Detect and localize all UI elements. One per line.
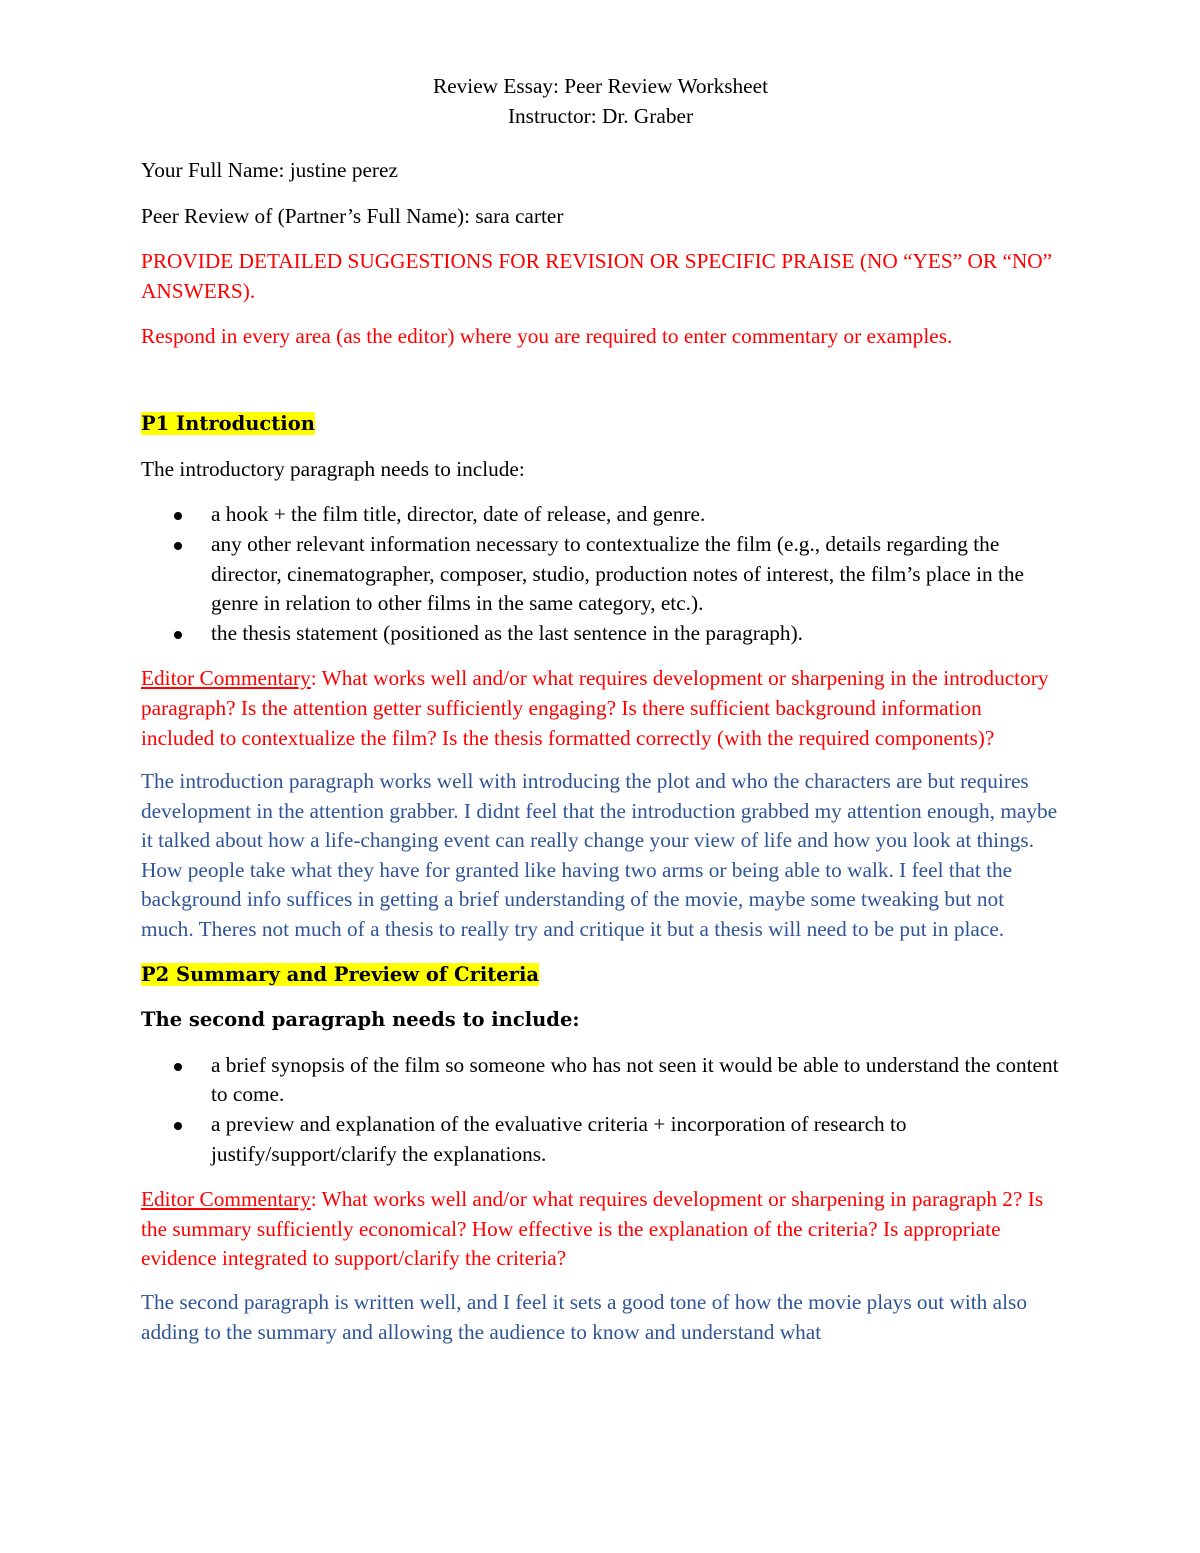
editor-commentary-label: Editor Commentary bbox=[141, 666, 311, 691]
requirements-intro: The introductory paragraph needs to include: bbox=[141, 456, 525, 481]
document-header bbox=[141, 72, 1060, 131]
list-item-text: any other relevant information necessary to contextualize the film (e.g., details regarding the director, cinematographer, composer, studio, production notes of interest, the film’s place in the genre in relation to other films in the same category, etc.). bbox=[211, 531, 1024, 616]
section-p2-summary bbox=[141, 960, 1060, 1348]
list-item bbox=[141, 1051, 1060, 1110]
editor-commentary-prompt bbox=[141, 1185, 1060, 1274]
section-heading-wrap bbox=[141, 409, 1060, 439]
bullet-icon bbox=[174, 631, 182, 639]
editor-commentary-text: : What works well and/or what requires development or sharpening in the introductory paragraph? Is the attention getter sufficiently engaging? Is there sufficient background information included to contextualize the film? Is the thesis formatted correctly (with the required components)? bbox=[141, 666, 1049, 750]
instructor-line: Instructor: Dr. Graber bbox=[507, 103, 694, 128]
list-item bbox=[141, 500, 1060, 530]
list-item-text: a hook + the film title, director, date of release, and genre. bbox=[211, 502, 706, 527]
list-item bbox=[141, 619, 1060, 649]
partner-name-value: sara carter bbox=[475, 203, 564, 228]
partner-name-label: Peer Review of (Partner’s Full Name): bbox=[141, 203, 471, 228]
bullet-icon bbox=[174, 1063, 182, 1071]
bullet-icon bbox=[174, 542, 182, 550]
list-item-text: a preview and explanation of the evaluative criteria + incorporation of research to justify/support/clarify the explanations. bbox=[211, 1112, 907, 1166]
editor-commentary-text: : What works well and/or what requires development or sharpening in paragraph 2? Is the summary sufficiently economical? How effective is the explanation of the criteria? Is appropriate evidence integrated to support/clarify the criteria? bbox=[141, 1187, 1044, 1271]
list-item bbox=[141, 1110, 1060, 1169]
list-item bbox=[141, 530, 1060, 619]
your-name-value: justine perez bbox=[289, 158, 398, 183]
document-title: Review Essay: Peer Review Worksheet bbox=[432, 74, 768, 98]
requirements-list bbox=[141, 500, 1060, 648]
requirements-list bbox=[141, 1051, 1060, 1169]
requirements-intro: The second paragraph needs to include: bbox=[141, 1008, 580, 1032]
your-name-field bbox=[141, 156, 1060, 186]
detailed-suggestions-instruction: PROVIDE DETAILED SUGGESTIONS FOR REVISION OR SPECIFIC PRAISE (NO “YES” OR “NO” ANSWERS). bbox=[141, 249, 1053, 303]
section-p1-introduction bbox=[141, 409, 1060, 945]
section-heading: P2 Summary and Preview of Criteria bbox=[141, 962, 539, 986]
editor-commentary-label: Editor Commentary bbox=[141, 1187, 311, 1212]
section-heading-wrap bbox=[141, 960, 1060, 990]
editor-response[interactable]: The second paragraph is written well, and I feel it sets a good tone of how the movie plays out with also adding to the summary and allowing the audience to know and understand what bbox=[141, 1290, 1027, 1344]
list-item-text: a brief synopsis of the film so someone who has not seen it would be able to understand the content to come. bbox=[211, 1052, 1059, 1107]
list-item-text: the thesis statement (positioned as the last sentence in the paragraph). bbox=[211, 620, 803, 645]
section-heading: P1 Introduction bbox=[141, 412, 315, 436]
respond-instruction: Respond in every area (as the editor) where you are required to enter commentary or examples. bbox=[141, 323, 953, 348]
your-name-label: Your Full Name: bbox=[141, 158, 285, 183]
bullet-icon bbox=[174, 512, 182, 520]
editor-commentary-prompt bbox=[141, 664, 1060, 753]
editor-response[interactable]: The introduction paragraph works well with introducing the plot and who the characters are but requires development in the attention grabber. I didnt feel that the introduction grabbed my attention enough, maybe it talked about how a life-changing event can really change your view of life and how you look at things. How people take what they have for granted like having two arms or being able to walk. I feel that the background info suffices in getting a brief understanding of the movie, maybe some tweaking but not much. Theres not much of a thesis to really try and critique it but a thesis will need to be put in place. bbox=[141, 769, 1058, 942]
bullet-icon bbox=[174, 1122, 182, 1130]
partner-name-field bbox=[141, 202, 1060, 232]
